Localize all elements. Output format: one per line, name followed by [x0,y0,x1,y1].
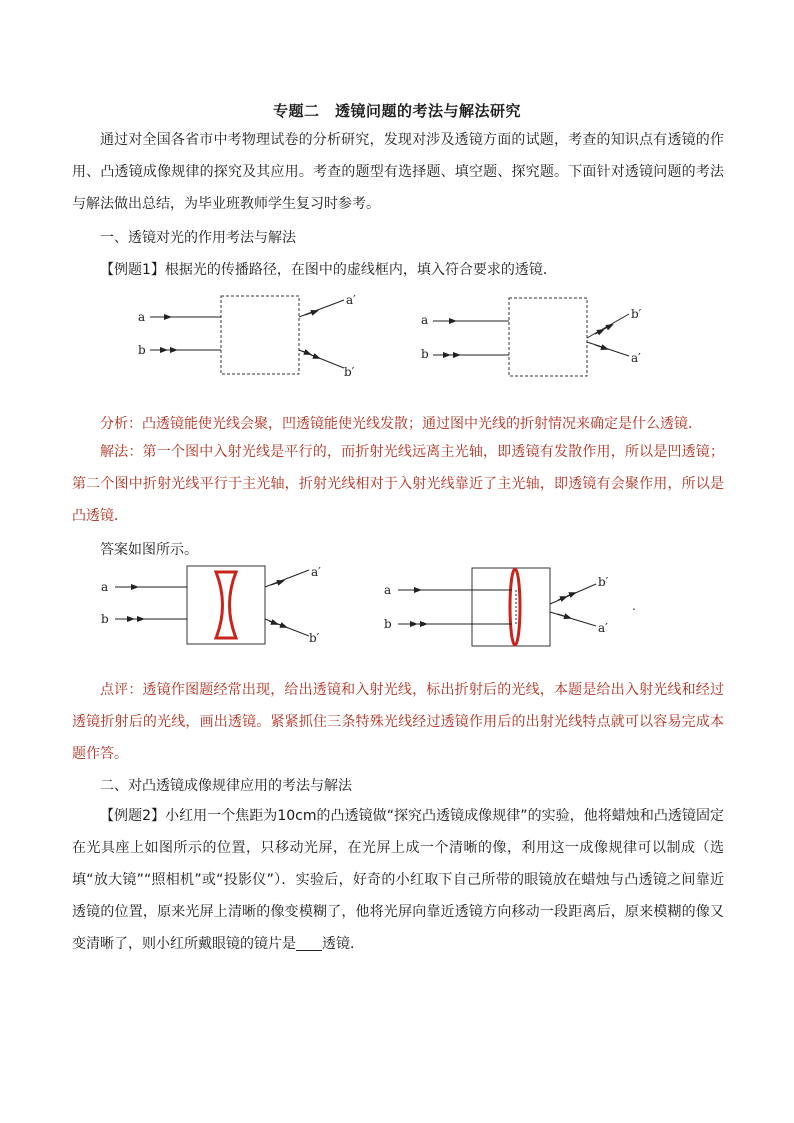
answer-figure-2 [378,562,638,652]
convex-lens-icon [510,569,520,645]
answer-label: 答案如图所示。 [100,542,198,558]
comment-paragraph: 点评：透镜作图题经常出现，给出透镜和入射光线，标出折射后的光线，本题是给出入射光线和经过透镜折射后的光线，画出透镜。紧紧抓住三条特殊光线经过透镜作用后的出射光线特点就可以容易完成本题作答。 [72,682,724,762]
label-a-prime: a′ [631,351,641,365]
label-b: b [101,612,109,626]
label-a: a [138,310,146,324]
label-a-prime: a′ [311,565,321,579]
concave-lens-icon [216,572,236,638]
example-2-paragraph [72,800,724,960]
analysis-text: 分析：凸透镜能使光线会聚，凹透镜能使光线发散；通过图中光线的折射情况来确定是什么透镜． [100,416,702,432]
lens-box [187,566,265,644]
example-2-ending: 透镜． [322,936,364,952]
question-figure-1 [130,290,370,380]
solution-paragraph: 解法：第一个图中入射光线是平行的，而折射光线远离主光轴，即透镜有发散作用，所以是凹透镜；第二个图中折射光线平行于主光轴，折射光线相对于入射光线靠近了主光轴，即透镜有会聚作用，所以是凸透镜． [72,444,724,524]
dashed-box [509,298,587,376]
example-1-question: 【例题1】根据光的传播路径，在图中的虚线框内，填入符合要求的透镜． [100,262,557,278]
question-figure-2 [415,290,655,380]
refracted-ray-a [587,342,629,356]
label-b: b [138,343,146,357]
label-a: a [101,580,109,594]
label-a: a [384,583,392,597]
label-b: b [384,617,392,631]
label-a-prime: a′ [346,293,356,307]
label-a-prime: a′ [598,621,608,635]
section-2-heading: 二、对凸透镜成像规律应用的考法与解法 [100,778,352,794]
section-1-heading: 一、透镜对光的作用考法与解法 [100,230,296,246]
answer-blank[interactable] [296,936,322,951]
label-b-prime: b′ [598,575,609,589]
label-a: a [421,313,429,327]
example-2-text: 【例题2】小红用一个焦距为10cm的凸透镜做“探究凸透镜成像规律”的实验，他将蜡烛和凸透镜固定在光具座上如图所示的位置，只移动光屏，在光屏上成一个清晰的像，利用这一成像规律可以制成（选填“放大镜”“照相机”或“投影仪”）．实验后，好奇的小红取下自己所带的眼镜放在蜡烛与凸透镜之间靠近透镜的位置，原来光屏上清晰的像变模糊了，他将光屏向靠近透镜方向移动一段距离后，原来模糊的像又变清晰了，则小红所戴眼镜的镜片是 [72,808,724,952]
answer-figure-1 [95,560,345,650]
label-b-prime: b′ [631,307,642,321]
label-b-prime: b′ [344,365,355,379]
page-title: 专题二 透镜问题的考法与解法研究 [272,102,521,120]
dashed-box [221,296,299,374]
label-b-prime: b′ [309,631,320,645]
label-b: b [421,347,429,361]
refracted-ray-b [587,314,629,338]
trailing-dot: . [632,599,636,613]
refracted-ray-a [550,612,596,626]
intro-paragraph: 通过对全国各省市中考物理试卷的分析研究，发现对涉及透镜方面的试题，考查的知识点有透镜的作用、凸透镜成像规律的探究及其应用。考查的题型有选择题、填空题、探究题。下面针对透镜问题的考法与解法做出总结，为毕业班教师学生复习时参考。 [72,132,724,212]
